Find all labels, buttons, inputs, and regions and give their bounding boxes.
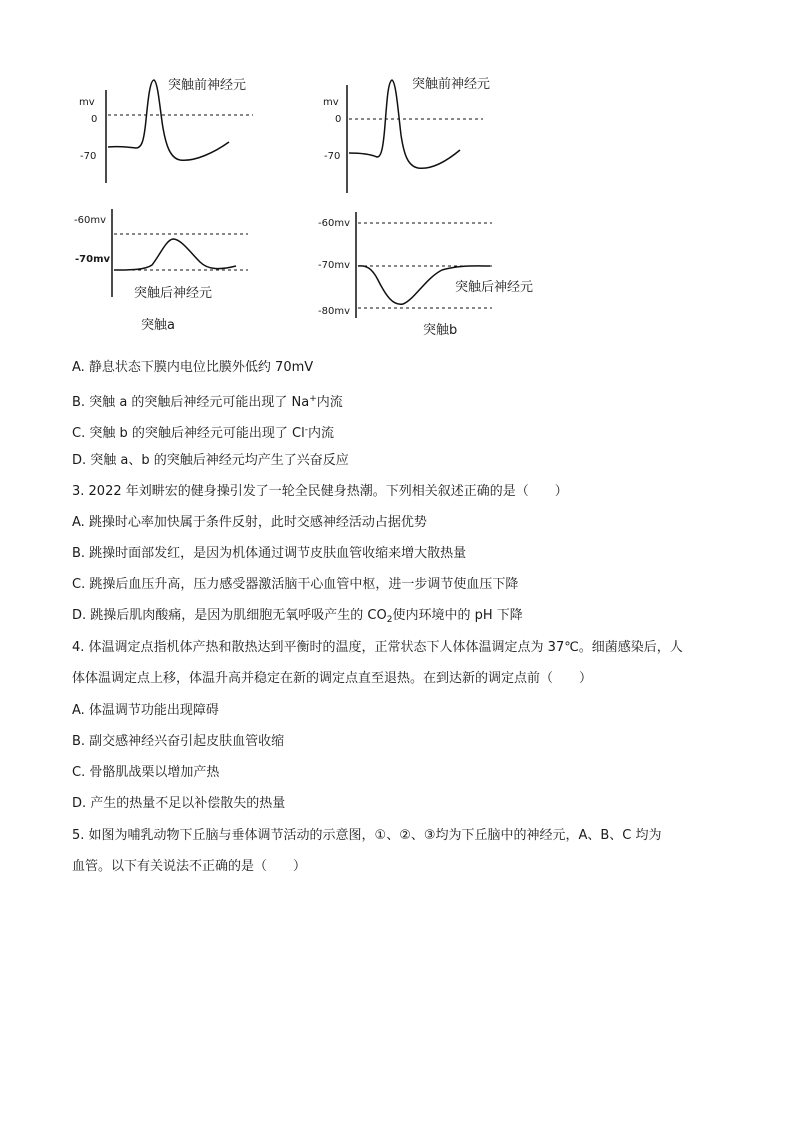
q2-option-d: D. 突触 a、b 的突触后神经元均产生了兴奋反应 (72, 453, 349, 468)
q4-option-b: B. 副交感神经兴奋引起皮肤血管收缩 (72, 734, 285, 749)
caption-a: 突触a (141, 318, 175, 333)
q4-option-c: C. 骨骼肌战栗以增加产热 (72, 765, 220, 780)
q3-option-d-text: D. 跳操后肌肉酸痛，是因为肌细胞无氧呼吸产生的 CO (72, 608, 387, 623)
q3-option-b: B. 跳操时面部发红，是因为机体通过调节皮肤血管收缩来增大散热量 (72, 546, 467, 561)
post-b-minus70-label: -70mv (318, 260, 350, 271)
pre-a-minus70-label: -70 (80, 151, 97, 162)
q4-option-a: A. 体温调节功能出现障碍 (72, 703, 219, 718)
q2-option-a: A. 静息状态下膜内电位比膜外低约 70mV (72, 360, 314, 375)
q2-option-b-tail: 内流 (316, 395, 343, 410)
q2-option-c-tail: 内流 (307, 426, 334, 441)
post-b-title: 突触后神经元 (455, 280, 534, 295)
post-b-minus80-label: -80mv (318, 306, 350, 317)
q3-option-d-tail: 使内环境中的 pH 下降 (392, 608, 523, 623)
q3-option-d (72, 607, 523, 629)
synapse-figures (0, 0, 794, 350)
q4-option-d: D. 产生的热量不足以补偿散失的热量 (72, 796, 286, 811)
q2-option-c (72, 421, 334, 443)
pre-synaptic-a-graph (79, 77, 253, 183)
pre-b-zero-label: 0 (335, 114, 342, 125)
q3-option-d-sub: 2 (386, 615, 393, 625)
pre-a-title: 突触前神经元 (168, 78, 247, 93)
q4-stem-line2: 体体温调定点上移，体温升高并稳定在新的调定点直至退热。在到达新的调定点前（ ） (72, 671, 593, 686)
caption-b: 突触b (423, 323, 458, 338)
q2-option-c-sup: - (304, 425, 308, 435)
q3-option-c: C. 跳操后血压升高，压力感受器激活脑干心血管中枢，进一步调节使血压下降 (72, 577, 519, 592)
pre-b-mv-label: mv (323, 97, 339, 108)
pre-synaptic-b-graph (323, 76, 490, 193)
q4-stem-line1: 4. 体温调定点指机体产热和散热达到平衡时的温度，正常状态下人体体温调定点为 37℃。细菌感染后，人 (72, 640, 683, 655)
pre-a-mv-label: mv (79, 97, 95, 108)
q2-option-b-sup: + (309, 394, 317, 404)
pre-b-minus70-label: -70 (324, 151, 341, 162)
post-a-minus70-label: -70mv (75, 254, 111, 265)
pre-a-zero-label: 0 (91, 114, 98, 125)
q2-option-c-text: C. 突触 b 的突触后神经元可能出现了 Cl (72, 426, 305, 441)
post-synaptic-a-graph (74, 209, 248, 333)
post-a-minus60-label: -60mv (74, 215, 106, 226)
q3-stem: 3. 2022 年刘畊宏的健身操引发了一轮全民健身热潮。下列相关叙述正确的是（ ） (72, 484, 568, 499)
q2-option-b (72, 390, 343, 412)
post-a-title: 突触后神经元 (134, 286, 213, 301)
pre-b-title: 突触前神经元 (412, 77, 491, 92)
q5-stem-line2: 血管。以下有关说法不正确的是（ ） (72, 859, 307, 874)
q2-option-b-text: B. 突触 a 的突触后神经元可能出现了 Na (72, 395, 310, 410)
q3-option-a: A. 跳操时心率加快属于条件反射，此时交感神经活动占据优势 (72, 515, 427, 530)
q5-stem-line1: 5. 如图为哺乳动物下丘脑与垂体调节活动的示意图，①、②、③均为下丘脑中的神经元，A、B、C 均为 (72, 828, 662, 843)
post-synaptic-b-graph (318, 212, 533, 338)
post-b-minus60-label: -60mv (318, 218, 350, 229)
